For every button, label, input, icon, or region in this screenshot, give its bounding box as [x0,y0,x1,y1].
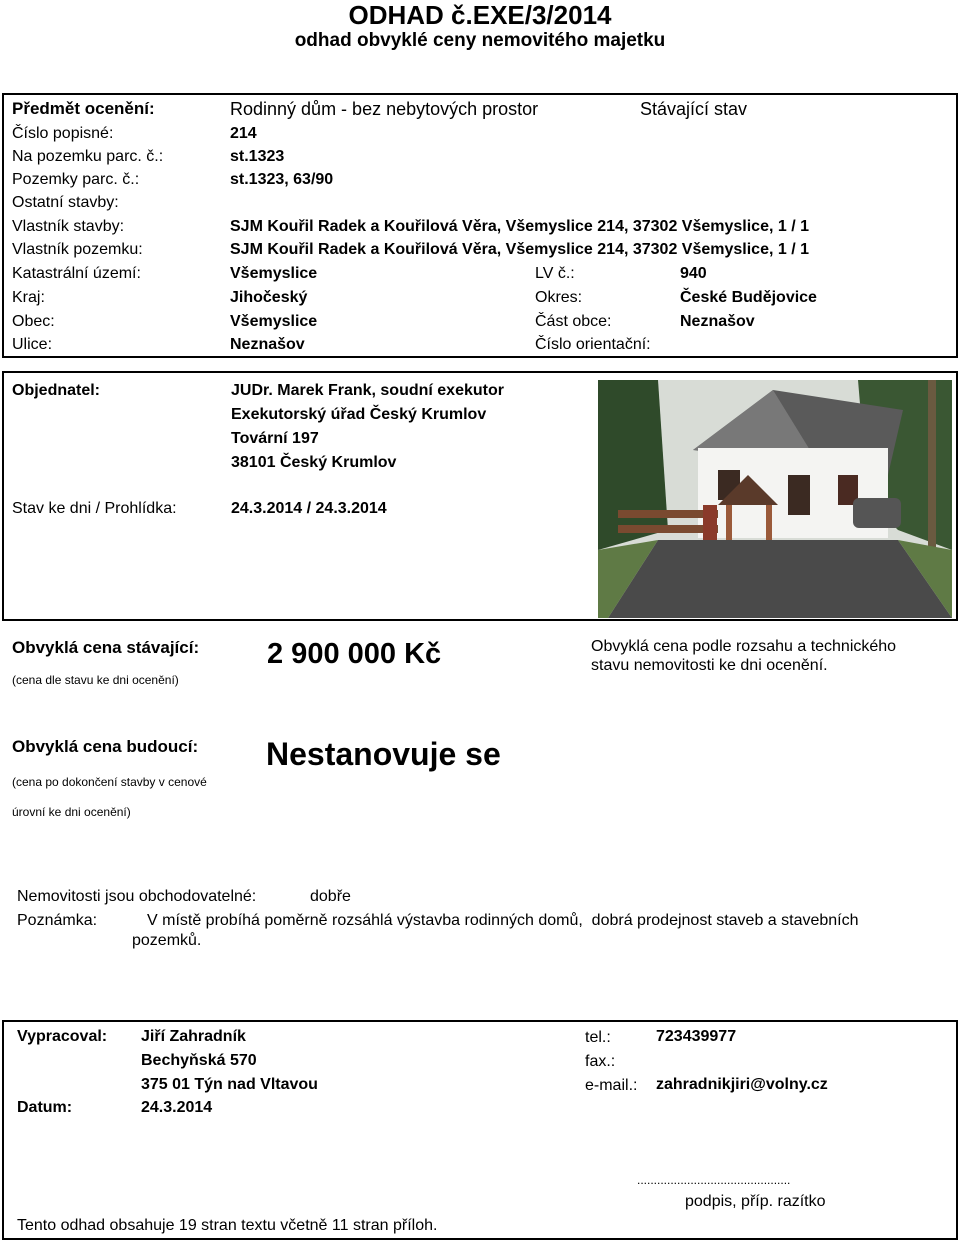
lv-value: 940 [680,265,707,282]
building-owner-value: SJM Kouřil Radek a Kouřilová Věra, Všemyslice 214, 37302 Všemyslice, 1 / 1 [230,218,809,235]
house-number-value: 214 [230,125,257,142]
municipality-part-value: Neznašov [680,313,755,330]
future-price-value: Nestanovuje se [266,736,501,772]
parcel-label: Na pozemku parc. č.: [12,148,164,165]
date-label: Datum: [17,1099,73,1116]
client-line-3: Tovární 197 [231,430,319,447]
lands-label: Pozemky parc. č.: [12,171,140,188]
street-label: Ulice: [12,336,53,353]
author-city: 375 01 Týn nad Vltavou [141,1076,318,1093]
subject-value: Rodinný dům - bez nebytových prostor [230,99,539,119]
tel-label: tel.: [585,1029,611,1046]
region-label: Kraj: [12,289,45,306]
author-name: Jiří Zahradník [141,1028,246,1045]
other-buildings-label: Ostatní stavby: [12,194,119,211]
house-number-label: Číslo popisné: [12,125,114,142]
email-value: zahradnikjiri@volny.cz [656,1076,828,1093]
note-line-2: pozemků. [132,932,202,949]
tradeable-label: Nemovitosti jsou obchodovatelné: [17,888,257,905]
document-subtitle: odhad obvyklé ceny nemovitého majetku [294,30,666,51]
cadastral-area-value: Všemyslice [230,265,318,282]
client-line-2: Exekutorský úřad Český Krumlov [231,406,487,423]
current-price-desc-2: stavu nemovitosti ke dni ocenění. [591,657,828,674]
future-price-note-2: úrovní ke dni ocenění) [12,805,131,819]
footer-note: Tento odhad obsahuje 19 stran textu včetně 11 stran příloh. [17,1217,438,1234]
current-price-label: Obvyklá cena stávající: [12,638,200,657]
tel-value: 723439977 [656,1028,737,1045]
municipality-label: Obec: [12,313,55,330]
email-label: e-mail.: [585,1077,638,1094]
cadastral-area-label: Katastrální území: [12,265,141,282]
document-title: ODHAD č.EXE/3/2014 [348,0,612,30]
land-owner-value: SJM Kouřil Radek a Kouřilová Věra, Všemyslice 214, 37302 Všemyslice, 1 / 1 [230,241,809,258]
current-price-note: (cena dle stavu ke dni ocenění) [12,673,179,687]
subject-label: Předmět ocenění: [12,99,155,118]
author-street: Bechyňská 570 [141,1052,257,1069]
orientation-number-label: Číslo orientační: [535,336,651,353]
client-line-4: 38101 Český Krumlov [231,454,397,471]
district-label: Okres: [535,289,583,306]
street-value: Neznašov [230,336,305,353]
district-value: České Budějovice [680,289,817,306]
land-owner-label: Vlastník pozemku: [12,241,143,258]
fax-label: fax.: [585,1053,616,1070]
note-label: Poznámka: [17,912,98,929]
current-price-desc-1: Obvyklá cena podle rozsahu a technického [591,638,897,655]
inspection-date-value: 24.3.2014 / 24.3.2014 [231,500,387,517]
municipality-value: Všemyslice [230,313,318,330]
tradeable-value: dobře [310,888,351,905]
region-value: Jihočeský [230,289,308,306]
signature-label: podpis, příp. razítko [685,1193,826,1210]
future-price-note-1: (cena po dokončení stavby v cenové [12,775,207,789]
client-line-1: JUDr. Marek Frank, soudní exekutor [231,382,504,399]
municipality-part-label: Část obce: [535,313,612,330]
date-value: 24.3.2014 [141,1099,213,1116]
signature-line: .............................................. [637,1173,791,1187]
parcel-value: st.1323 [230,148,285,165]
lv-label: LV č.: [535,265,575,282]
author-label: Vypracoval: [17,1028,108,1045]
state-value: Stávající stav [640,99,748,119]
lands-value: st.1323, 63/90 [230,171,334,188]
future-price-label: Obvyklá cena budoucí: [12,737,199,756]
house-photo [598,380,952,618]
inspection-date-label: Stav ke dni / Prohlídka: [12,500,177,517]
current-price-value: 2 900 000 Kč [267,638,442,670]
building-owner-label: Vlastník stavby: [12,218,125,235]
note-line-1: V místě probíhá poměrně rozsáhlá výstavba rodinných domů, dobrá prodejnost staveb a stavebních [147,912,859,929]
client-label: Objednatel: [12,382,101,399]
